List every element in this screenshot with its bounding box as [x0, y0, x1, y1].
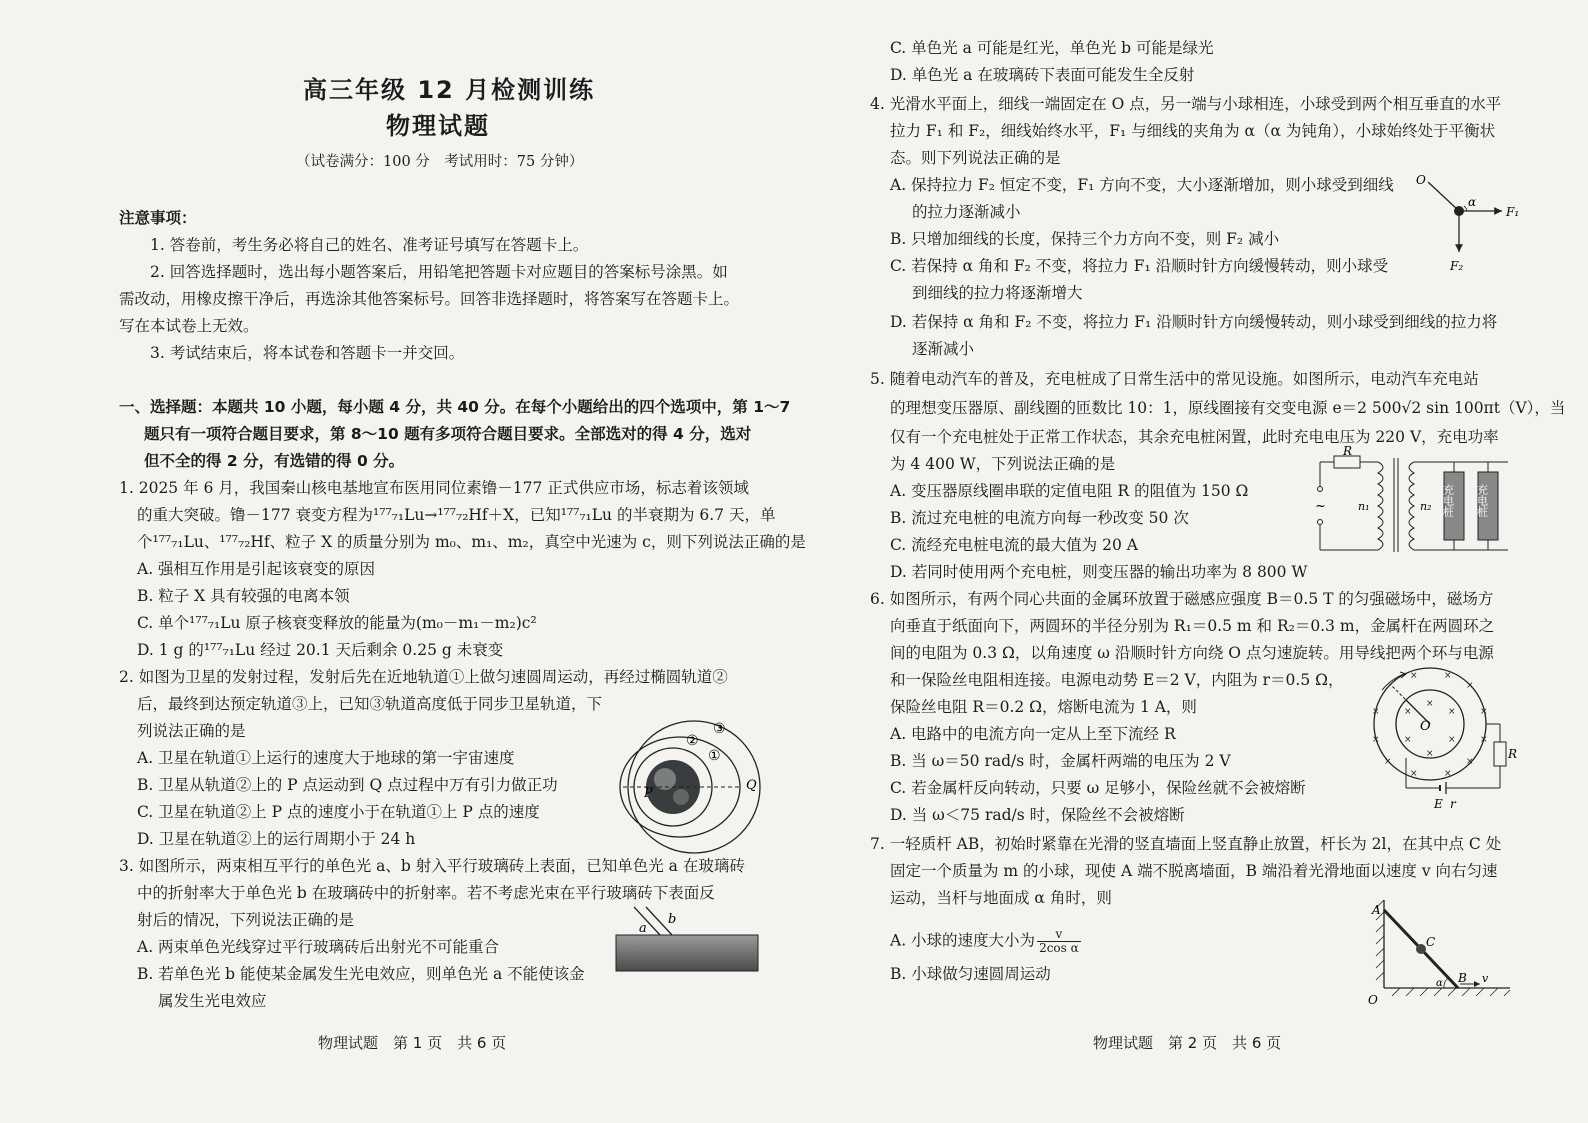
q3-option: B. 若单色光 b 能使某金属发生光电效应，则单色光 a 不能使该金 — [137, 965, 585, 983]
q7-option: B. 小球做匀速圆周运动 — [890, 965, 1051, 983]
q7-fraction-numerator: v — [1037, 928, 1081, 942]
f2-label: F₂ — [1450, 259, 1464, 273]
q3-line: 中的折射率大于单色光 b 在玻璃砖中的折射率。若不考虑光束在平行玻璃砖下表面反 — [137, 884, 715, 902]
q5-option: B. 流过充电桩的电流方向每一秒改变 50 次 — [890, 509, 1189, 527]
q2-line: 后，最终到达预定轨道③上，已知③轨道高度低于同步卫星轨道，下 — [137, 695, 603, 713]
q1-option: D. 1 g 的¹⁷⁷₇₁Lu 经过 20.1 天后剩余 0.25 g 未衰变 — [137, 641, 504, 659]
q6-option: C. 若金属杆反向转动，只要 ω 足够小，保险丝就不会被熔断 — [890, 779, 1306, 797]
q7-option — [890, 928, 1081, 955]
q6-option: A. 电路中的电流方向一定从上至下流经 R — [890, 725, 1176, 743]
page-footer-2: 物理试题 第 2 页 共 6 页 — [1093, 1034, 1282, 1052]
center-o-label: O — [1420, 719, 1431, 734]
q4-option: D. 若保持 α 角和 F₂ 不变，将拉力 F₁ 沿顺时针方向缓慢转动，则小球受到细线的拉力将 — [890, 313, 1498, 331]
notice-line: 写在本试卷上无效。 — [119, 317, 259, 335]
internal-r-label: r — [1450, 797, 1456, 811]
q3-line: 3. 如图所示，两束相互平行的单色光 a、b 射入平行玻璃砖上表面，已知单色光 a 在玻璃砖 — [119, 857, 745, 875]
svg-text:×: × — [1372, 707, 1380, 717]
q4-line: 态。则下列说法正确的是 — [890, 149, 1061, 167]
q4-option: 的拉力逐渐减小 — [912, 203, 1021, 221]
svg-text:×: × — [1404, 707, 1412, 717]
q6-line: 6. 如图所示，有两个同心共面的金属环放置于磁感应强度 B＝0.5 T 的匀强磁场中，磁场方 — [870, 590, 1494, 608]
svg-text:×: × — [1410, 769, 1418, 779]
svg-text:×: × — [1466, 681, 1474, 691]
q2-option: C. 卫星在轨道②上 P 点的速度小于在轨道①上 P 点的速度 — [137, 803, 540, 821]
q1-line: 个¹⁷⁷₇₁Lu、¹⁷⁷₇₂Hf、粒子 X 的质量分别为 m₀、m₁、m₂，真空中光速为 c，则下列说法正确的是 — [137, 533, 806, 551]
q4-option: B. 只增加细线的长度，保持三个力方向不变，则 F₂ 减小 — [890, 230, 1280, 248]
charging-pile-1: 充电桩 — [1441, 484, 1455, 517]
q3-option: 属发生光电效应 — [158, 992, 267, 1010]
angle-alpha-label: α — [1436, 978, 1443, 989]
n1-label: n₁ — [1358, 500, 1370, 513]
q1-line: 的重大突破。镥－177 衰变方程为¹⁷⁷₇₁Lu→¹⁷⁷₇₂Hf＋X，已知¹⁷⁷₇₁Lu 的半衰期为 6.7 天，单 — [137, 506, 776, 524]
emf-e-label: E — [1434, 797, 1443, 811]
q6-line: 向垂直于纸面向下，两圆环的半径分别为 R₁＝0.5 m 和 R₂＝0.3 m，金属杆在两圆环之 — [890, 617, 1495, 635]
svg-text:×: × — [1410, 671, 1418, 681]
q4-option: 到细线的拉力将逐渐增大 — [912, 284, 1083, 302]
q2-line: 2. 如图为卫星的发射过程，发射后先在近地轨道①上做匀速圆周运动，再经过椭圆轨道② — [119, 668, 728, 686]
svg-text:×: × — [1466, 757, 1474, 767]
q3-option: D. 单色光 a 在玻璃砖下表面可能发生全反射 — [890, 66, 1195, 84]
q3-option: A. 两束单色光线穿过平行玻璃砖后出射光不可能重合 — [137, 938, 500, 956]
svg-text:×: × — [1426, 699, 1434, 709]
q3-line: 射后的情况，下列说法正确的是 — [137, 911, 355, 929]
q5-option: D. 若同时使用两个充电桩，则变压器的输出功率为 8 800 W — [890, 563, 1308, 581]
q6-line: 保险丝电阻 R＝0.2 Ω，熔断电流为 1 A，则 — [890, 698, 1197, 716]
q7-line: 7. 一轻质杆 AB，初始时紧靠在光滑的竖直墙面上竖直静止放置，杆长为 2l，在其中点 C 处 — [870, 835, 1502, 853]
beam-a-label: a — [639, 921, 647, 936]
svg-text:×: × — [1448, 735, 1456, 745]
notice-line: 需改动，用橡皮擦干净后，再选涂其他答案标号。回答非选择题时，将答案写在答题卡上。 — [119, 290, 740, 308]
satellite-orbit-figure — [615, 715, 775, 855]
q1-option: C. 单个¹⁷⁷₇₁Lu 原子核衰变释放的能量为(m₀－m₁－m₂)c² — [137, 614, 537, 632]
q2-line: 列说法正确的是 — [137, 722, 246, 740]
q7-fraction-denominator: 2cos α — [1039, 941, 1079, 955]
point-p-label: P — [644, 786, 653, 801]
q5-line: 的理想变压器原、副线圈的匝数比 10：1，原线圈接有交变电源 e＝2 500√2 sin 100πt（V），当 — [890, 399, 1566, 417]
svg-text:×: × — [1444, 671, 1452, 681]
point-b-label: B — [1458, 971, 1467, 985]
orbit-1-label: ① — [708, 748, 721, 764]
notice-heading: 注意事项： — [119, 209, 197, 227]
point-q-label: Q — [746, 778, 757, 793]
notice-line: 2. 回答选择题时，选出每小题答案后，用铅笔把答题卡对应题目的答案标号涂黑。如 — [150, 263, 728, 281]
q3-option: C. 单色光 a 可能是红光，单色光 b 可能是绿光 — [890, 39, 1214, 57]
q1-option: B. 粒子 X 具有较强的电离本领 — [137, 587, 350, 605]
section-heading: 题只有一项符合题目要求，第 8～10 题有多项符合题目要求。全部选对的得 4 分，选对 — [144, 425, 752, 443]
q5-line: 仅有一个充电桩处于正常工作状态，其余充电桩闲置，此时充电电压为 220 V，充电功率 — [890, 428, 1499, 446]
velocity-v-label: v — [1482, 972, 1489, 985]
rod-wall-figure — [1362, 896, 1514, 1008]
q2-option: A. 卫星在轨道①上运行的速度大于地球的第一宇宙速度 — [137, 749, 515, 767]
alpha-label: α — [1468, 195, 1477, 209]
q7-line: 运动，当杆与地面成 α 角时，则 — [890, 889, 1112, 907]
svg-text:×: × — [1480, 707, 1488, 717]
section-heading: 一、选择题：本题共 10 小题，每小题 4 分，共 40 分。在每个小题给出的四个选项中，第 1～7 — [119, 398, 791, 416]
exam-info: （试卷满分：100 分 考试用时：75 分钟） — [296, 154, 584, 170]
orbit-3-label: ③ — [713, 721, 726, 737]
q4-option: C. 若保持 α 角和 F₂ 不变，将拉力 F₁ 沿顺时针方向缓慢转动，则小球受 — [890, 257, 1389, 275]
svg-text:×: × — [1404, 735, 1412, 745]
q7-line: 固定一个质量为 m 的小球，现使 A 端不脱离墙面，B 端沿着光滑地面以速度 v 向右匀速 — [890, 862, 1498, 880]
q7-option-a-text: A. 小球的速度大小为 — [890, 931, 1036, 950]
q4-line: 4. 光滑水平面上，细线一端固定在 O 点，另一端与小球相连，小球受到两个相互垂直的水平 — [870, 95, 1502, 113]
point-a-label: A — [1372, 903, 1381, 917]
svg-text:×: × — [1480, 735, 1488, 745]
force-diagram-figure — [1414, 172, 1534, 272]
page-footer-1: 物理试题 第 1 页 共 6 页 — [318, 1034, 507, 1052]
q6-line: 和一保险丝电阻相连接。电源电动势 E＝2 V，内阻为 r＝0.5 Ω， — [890, 671, 1344, 689]
q5-line: 5. 随着电动汽车的普及，充电桩成了日常生活中的常见设施。如图所示，电动汽车充电站 — [870, 370, 1479, 388]
transformer-figure — [1310, 444, 1514, 556]
svg-text:×: × — [1426, 749, 1434, 759]
right-page — [794, 0, 1588, 1123]
q6-option: B. 当 ω＝50 rad/s 时，金属杆两端的电压为 2 V — [890, 752, 1231, 770]
svg-text:×: × — [1384, 757, 1392, 767]
exam-title: 高三年级 12 月检测训练 — [303, 76, 596, 104]
svg-text:×: × — [1444, 769, 1452, 779]
fuse-r-label: R — [1508, 747, 1518, 761]
q5-line: 为 4 400 W，下列说法正确的是 — [890, 455, 1116, 473]
glass-brick-figure — [612, 905, 762, 977]
charging-pile-2: 充电桩 — [1475, 484, 1489, 517]
q1-line: 1. 2025 年 6 月，我国秦山核电基地宣布医用同位素镥－177 正式供应市场，标志着该领域 — [119, 479, 749, 497]
point-o-label: O — [1416, 173, 1426, 187]
beam-b-label: b — [668, 912, 677, 927]
exam-subtitle: 物理试题 — [386, 112, 490, 140]
origin-o-label: O — [1368, 993, 1378, 1007]
n2-label: n₂ — [1420, 500, 1432, 513]
resistor-r-label: R — [1343, 444, 1353, 458]
q6-line: 间的电阻为 0.3 Ω，以角速度 ω 沿顺时针方向绕 O 点匀速旋转。用导线把两个环与电源 — [890, 644, 1494, 662]
point-c-label: C — [1426, 935, 1436, 949]
section-heading: 但不全的得 2 分，有选错的得 0 分。 — [144, 452, 405, 470]
concentric-rings-figure — [1360, 664, 1520, 812]
notice-line: 3. 考试结束后，将本试卷和答题卡一并交回。 — [150, 344, 465, 362]
q5-option: A. 变压器原线圈串联的定值电阻 R 的阻值为 150 Ω — [890, 482, 1249, 500]
q5-option: C. 流经充电桩电流的最大值为 20 A — [890, 536, 1138, 554]
q7-fraction — [1037, 928, 1081, 955]
q6-option: D. 当 ω＜75 rad/s 时，保险丝不会被熔断 — [890, 806, 1185, 824]
orbit-2-label: ② — [686, 733, 699, 749]
svg-text:×: × — [1372, 735, 1380, 745]
q1-option: A. 强相互作用是引起该衰变的原因 — [137, 560, 376, 578]
q4-line: 拉力 F₁ 和 F₂，细线始终水平，F₁ 与细线的夹角为 α（α 为钝角），小球始终处于平衡状 — [890, 122, 1496, 140]
q4-option: A. 保持拉力 F₂ 恒定不变，F₁ 方向不变，大小逐渐增加，则小球受到细线 — [890, 176, 1394, 194]
f1-label: F₁ — [1506, 205, 1520, 219]
q2-option: B. 卫星从轨道②上的 P 点运动到 Q 点过程中万有引力做正功 — [137, 776, 558, 794]
ac-source-label: ~ — [1315, 499, 1326, 514]
q2-option: D. 卫星在轨道②上的运行周期小于 24 h — [137, 830, 416, 848]
svg-text:×: × — [1448, 707, 1456, 717]
q4-option: 逐渐减小 — [912, 340, 975, 358]
notice-line: 1. 答卷前，考生务必将自己的姓名、准考证号填写在答题卡上。 — [150, 236, 589, 254]
